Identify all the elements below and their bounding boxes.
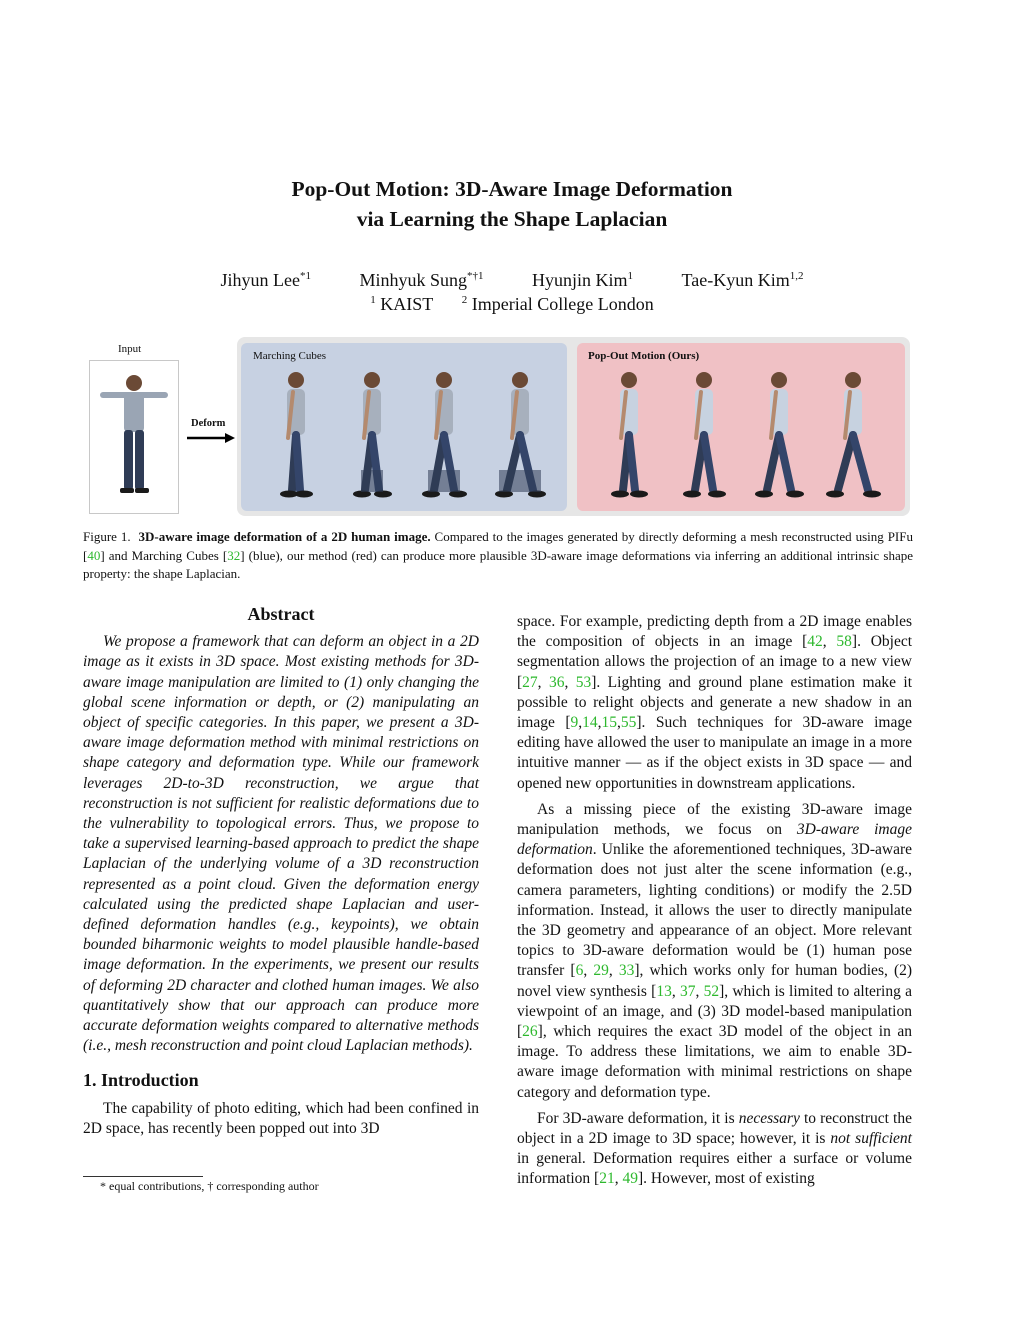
intro-heading: 1. Introduction [83, 1070, 199, 1091]
author: Minhyuk Sung$^{*\dagger 1}$ [359, 270, 484, 290]
author: Tae-Kyun Kim$^{1,2}$ [681, 270, 804, 290]
walking-human-figure [755, 372, 804, 498]
author: Hyunjin Kim$^1$ [532, 270, 634, 290]
left-column [83, 604, 479, 1139]
walking-human-figure [826, 372, 881, 498]
right-paragraph-2: As a missing piece of the existing 3D-aware image manipulation methods, we focus on 3D-aware image deformation. Unlike the aforementioned techniques, 3D-aware deformation does not just alter the scene information (e.g., camera parameters, lighting conditions) or modify the 2.5D information. Instead, it allows the user to directly manipulate the 3D geometry and appearance of an object. More relevant topics to 3D-aware deformation would be (1) human pose transfer [6, 29, 33], which works only for human bodies, (2) novel view synthesis [13, 37, 52], which is limited to altering a viewpoint of an image, and (3) 3D model-based manipulation [26], which requires the exact 3D model of the object in an image. To address these limitations, we aim to enable 3D-aware image deformation with minimal restrictions on shape category and deformation type. [517, 800, 913, 1101]
footnote: * equal contributions, † corresponding author [100, 1179, 319, 1193]
right-paragraph-1: space. For example, predicting depth from a 2D image enables the composition of objects in an image [42, 58]. Object segmentation allows the projection of an image to a new view [27, 36, 53]. Lighting and ground plane estimation make it possible to relight objects and generate a new shadow in an image [9,14,15,55]. Such techniques for 3D-aware image editing have allowed the user to manipulate an image in a more intuitive manner — as if the object exists in 3D space — and opened new opportunities in downstream applications. [517, 613, 913, 792]
author: Jihyun Lee$^{*1}$ [220, 270, 311, 290]
deform-label: Deform [191, 418, 226, 429]
input-label: Input [118, 343, 142, 355]
walking-human-figure [611, 372, 648, 498]
figure-caption: Figure 1. 3D-aware image deformation of a 2D human image. Compared to the images generated by directly deforming a mesh reconstructed using PIFu [40] and Marching Cubes [32] (blue), our method (red) can produce more plausible 3D-aware image deformations via inferring an additional intrinsic shape property: the shape Laplacian. [83, 529, 914, 581]
footnote-rule [83, 1176, 203, 1177]
pop-out-motion-label: Pop-Out Motion (Ours) [588, 350, 700, 362]
walking-human-figure [683, 372, 726, 498]
walking-human-figure [353, 372, 392, 498]
marching-cubes-label: Marching Cubes [253, 350, 327, 362]
intro-paragraph: The capability of photo editing, which had been confined in 2D space, has recently been popped out into 3D [83, 1099, 479, 1137]
right-paragraph-3: For 3D-aware deformation, it is necessary to reconstruct the object in a 2D image to 3D space; however, it is not sufficient in general. Deformation requires either a surface or volume information [21, 49]. However, most of existing [517, 1109, 912, 1188]
right-column [517, 612, 912, 1190]
walking-human-figure [495, 372, 546, 498]
title-line-2: via Learning the Shape Laplacian [356, 207, 668, 231]
affiliation: $^2$ Imperial College London [461, 294, 654, 314]
abstract-text: We propose a framework that can deform an object in a 2D image as it exists in 3D space. Most existing methods for 3D-aware image manipulation are limited to (1) only changing the global scene information or depth, or (2) manipulating an object of specific categories. In this paper, we present a 3D-aware image deformation method with minimal restrictions on shape category and deformation type. While our framework leverages 2D-to-3D reconstruction, we argue that reconstruction is not sufficient for realistic deformations due to the vulnerability to topological errors. Thus, we propose to take a supervised learning-based approach to predict the shape Laplacian of the underlying volume of a 3D reconstruction represented as a point cloud. Given the deformation energy calculated using the predicted shape Laplacian and user-defined deformation handles (e.g., keypoints), we obtain bounded biharmonic weights to model plausible handle-based image deformation. In the experiments, we present our results of deforming 2D character and clothed human images. We also quantitatively show that our approach can produce more accurate deformation weights compared to alternative methods (i.e., mesh reconstruction and point cloud Laplacian methods). [83, 633, 479, 1055]
abstract-heading: Abstract [247, 604, 315, 624]
walking-human-figure [422, 372, 467, 498]
walking-human-figure [280, 372, 313, 498]
affiliation: $^1$ KAIST [370, 294, 434, 314]
title-line-1: Pop-Out Motion: 3D-Aware Image Deformation [291, 177, 733, 201]
